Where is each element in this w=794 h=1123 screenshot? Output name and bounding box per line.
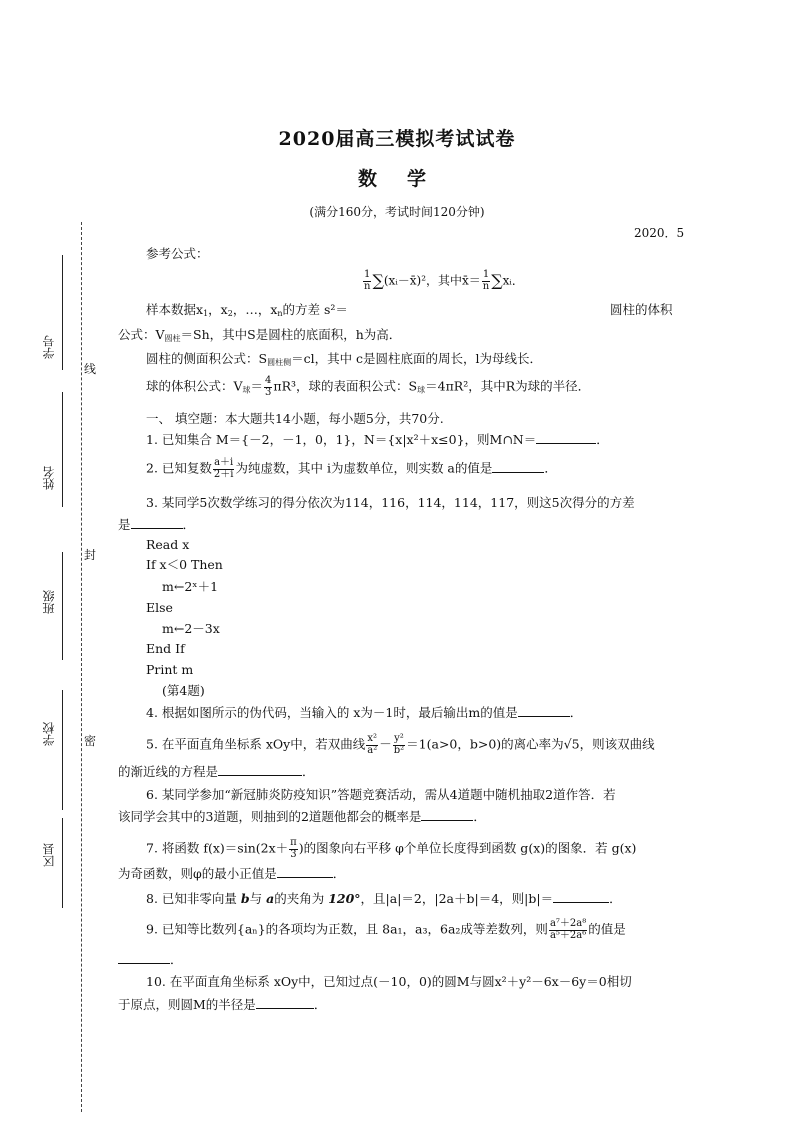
binding-dashed-line xyxy=(81,222,82,1112)
answer-blank-9[interactable] xyxy=(118,952,170,964)
cylinder-volume-tail: 圆柱的体积 xyxy=(610,302,673,317)
answer-blank-1[interactable] xyxy=(536,432,596,444)
question-1: 1. 已知集合 M＝{－2，－1，0，1}，N＝{x|x²＋x≤0}，则M∩N＝ ． xyxy=(146,432,609,447)
question-4: 4. 根据如图所示的伪代码，当输入的 x为－1时，最后输出m的值是 ． xyxy=(146,705,583,720)
field-label-name: 姓名 xyxy=(42,466,56,490)
field-label-school: 学校 xyxy=(42,722,56,746)
answer-blank-7[interactable] xyxy=(277,866,333,878)
question-6-line-2: 该同学会其中的3道题，则抽到的2道题他都会的概率是 ． xyxy=(118,809,486,824)
code-line-read: Read x xyxy=(146,537,190,552)
question-5-line-1: 5. 在平面直角坐标系 xOy中，若双曲线 $\frac{\text{x²}}{\text{a²}}$ － $\frac{\text{y²}}{\text{b²}}$ ＝1(a>0，b>0)的离心率为√5，则该双曲线 xyxy=(146,733,655,756)
exam-title: 2020届高三模拟考试试卷 xyxy=(278,128,516,150)
formulas-heading: 参考公式： xyxy=(146,246,209,261)
variance-line: 样本数据$x_1$，$x_2$，…，$x_n$的方差 s²＝ xyxy=(146,302,348,318)
field-line-district xyxy=(62,818,63,908)
code-line-else-assign: m←2－3x xyxy=(162,621,220,636)
question-5-line-2: 的渐近线的方程是 ． xyxy=(118,764,315,779)
question-7-line-1: 7. 将函数 f(x)＝sin(2x＋ $\frac{\pi}{3}$ )的图象向右平移 φ个单位长度得到函数 g(x)的图象．若 g(x) xyxy=(146,837,637,860)
sphere-formula-line: 球的体积公式：$V_球=$ $\frac{4}{3}$ πR³，球的表面积公式：$S_球=4\pi R^2$，其中R为球的半径． xyxy=(146,375,591,398)
question-9-line-2: ． xyxy=(118,952,183,968)
field-label-district: 区县 xyxy=(42,843,56,867)
field-label-class: 班级 xyxy=(42,590,56,614)
sigma-symbol-2: ∑ xyxy=(491,271,503,290)
field-line-class xyxy=(62,552,63,660)
code-line-print: Print m xyxy=(146,662,194,677)
exam-subtitle: (满分160分，考试时间120分钟) xyxy=(309,205,485,219)
mean-body: xᵢ． xyxy=(502,273,524,288)
variance-formula-display xyxy=(362,270,524,292)
field-label-student-id: 学号 xyxy=(42,335,56,359)
seal-mark-line: 线 xyxy=(84,362,97,376)
field-line-student-id xyxy=(62,255,63,370)
field-line-name xyxy=(62,392,63,507)
question-2: 2. 已知复数 $\frac{a+i}{2+i}$ 为纯虚数，其中 i为虚数单位，则实数 a的值是 ． xyxy=(146,457,557,480)
question-6-line-1: 6. 某同学参加“新冠肺炎防疫知识”答题竞赛活动，需从4道题中随机抽取2道作答．若 xyxy=(146,787,616,802)
mean-one-over-n: $\frac{1}{n}$ xyxy=(482,269,490,292)
code-line-then-assign: m←2ˣ＋1 xyxy=(162,579,219,594)
field-line-school xyxy=(62,690,63,810)
seal-mark-seal: 封 xyxy=(84,548,97,562)
question-3-line-1: 3. 某同学5次数学练习的得分依次为114，116，114，114，117，则这5次得分的方差 xyxy=(146,495,635,510)
mean-definition-label: ，其中x̄＝ xyxy=(426,273,481,288)
answer-blank-5[interactable] xyxy=(218,764,302,776)
cylinder-volume-line: 公式：$V_{圆柱}=Sh$，其中S是圆柱的底面积，h为高． xyxy=(118,327,402,343)
question-10-line-2: 于原点，则圆M的半径是 ． xyxy=(118,997,327,1012)
subject-title: 数学 xyxy=(357,168,456,190)
exam-date: 2020．5 xyxy=(634,226,685,240)
answer-blank-10[interactable] xyxy=(256,997,314,1009)
section-title: 一、 填空题：本大题共14小题，每小题5分，共70分. xyxy=(146,411,444,426)
seal-mark-secret: 密 xyxy=(84,734,97,748)
question-7-line-2: 为奇函数，则φ的最小正值是 ． xyxy=(118,866,346,881)
variance-one-over-n: $\frac{1}{n}$ xyxy=(364,269,371,292)
variance-body: (xᵢ－x̄)² xyxy=(383,273,426,288)
answer-blank-3[interactable] xyxy=(131,517,183,529)
question-9-line-1: 9. 已知等比数列{aₙ}的各项均为正数，且 8a₁，a₃，6a₂成等差数列，则 $\frac{\text{a⁷＋2a⁸}}{\text{a⁵＋2a⁶}}$ 的值是 xyxy=(146,918,626,941)
sigma-symbol: ∑ xyxy=(372,271,384,290)
cylinder-lateral-line: 圆柱的侧面积公式：$S_{圆柱侧}=cl$，其中 c是圆柱底面的周长，l为母线长． xyxy=(146,351,543,367)
answer-blank-4[interactable] xyxy=(518,705,570,717)
figure-caption-q4: (第4题) xyxy=(162,683,205,698)
code-line-if: If x＜0 Then xyxy=(146,557,223,572)
code-line-endif: End If xyxy=(146,641,185,656)
answer-blank-2[interactable] xyxy=(492,461,544,473)
question-8: 8. 已知非零向量 b与 a的夹角为 120°，且|a|＝2，|2a＋b|＝4，则|b|＝ ． xyxy=(146,891,622,906)
answer-blank-8[interactable] xyxy=(553,891,609,903)
answer-blank-6[interactable] xyxy=(421,809,473,821)
question-3-line-2: 是 ． xyxy=(118,517,196,532)
code-line-else: Else xyxy=(146,600,173,615)
question-10-line-1: 10. 在平面直角坐标系 xOy中，已知过点(－10，0)的圆M与圆x²＋y²－6x－6y＝0相切 xyxy=(146,974,632,989)
